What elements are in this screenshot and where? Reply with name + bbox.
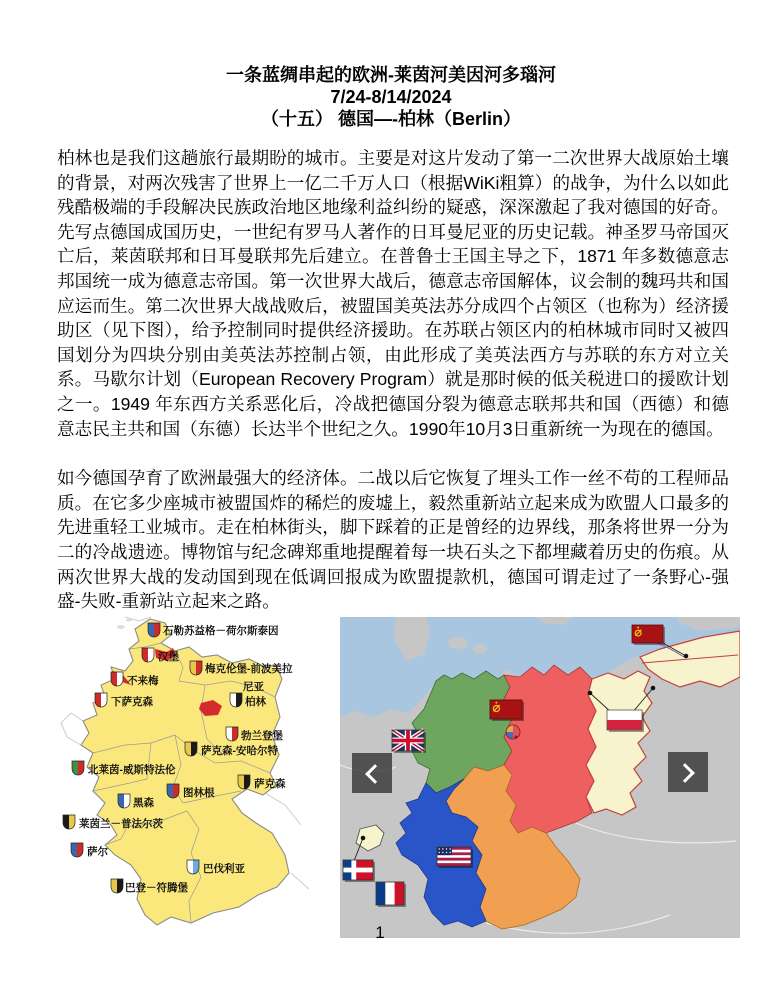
map-dot bbox=[651, 686, 656, 691]
paragraph-today: 如今德国孕育了欧洲最强大的经济体。二战以后它恢复了埋头工作一丝不苟的工程师品质。在它多少座城市被盟国炸的稀烂的废墟上，毅然重新站立起来成为欧盟人口最多的先进重轻工业城市。走在柏林街头，脚下踩着的正是曾经的边界线，那条将世界一分为二的冷战遗迹。博物馆与纪念碑郑重地提醒着每一块石头之下都埋藏着历史的伤痕。从两次世界大战的发动国到现在低调回报成为欧盟提款机，德国可谓走过了一条野心-强盛-失败-重新站立起来之路。 bbox=[57, 468, 729, 612]
state-label-berlin: 柏林 bbox=[245, 696, 266, 708]
state-label-hesse: 黑森 bbox=[133, 797, 154, 809]
island bbox=[126, 618, 132, 621]
poland-flag bbox=[607, 710, 644, 732]
state-label-schleswig-holstein: 石勒苏益格－荷尔斯泰因 bbox=[163, 625, 279, 637]
state-label-north-rhine-westphalia: 北莱茵-威斯特法伦 bbox=[88, 764, 176, 776]
page-number: 1 bbox=[375, 923, 385, 942]
state-label-saarland: 萨尔 bbox=[87, 846, 108, 858]
germany-states-map bbox=[55, 615, 340, 940]
usa-flag bbox=[437, 847, 473, 868]
state-label-mecklenburg-vorpommern-line2: 尼亚 bbox=[243, 681, 264, 693]
state-label-baden-wurttemberg: 巴登－符腾堡 bbox=[125, 882, 188, 894]
saar-flag bbox=[343, 860, 375, 882]
state-label-brandenburg: 勃兰登堡 bbox=[241, 730, 283, 742]
state-label-bavaria: 巴伐利亚 bbox=[203, 863, 245, 875]
document-header bbox=[0, 64, 782, 130]
state-crest-rhineland-palatinate bbox=[63, 815, 75, 829]
state-crest-mecklenburg-vorpommern bbox=[190, 661, 202, 675]
state-crest-brandenburg bbox=[226, 727, 238, 741]
state-label-rhineland-palatinate: 莱茵兰－普法尔茨 bbox=[79, 818, 163, 830]
state-crest-schleswig-holstein bbox=[148, 623, 160, 637]
state-label-saxony: 萨克森 bbox=[254, 778, 286, 790]
france-flag bbox=[376, 882, 406, 907]
state-crest-baden-wurttemberg bbox=[111, 879, 123, 893]
document-subtitle: （十五） 德国—-柏林（Berlin） bbox=[260, 109, 521, 129]
state-crest-bremen bbox=[111, 672, 123, 686]
uk-flag bbox=[392, 730, 426, 753]
danish-island bbox=[473, 644, 487, 654]
danish-island bbox=[448, 637, 468, 649]
state-crest-north-rhine-westphalia bbox=[72, 761, 84, 775]
state-label-hamburg: 汉堡 bbox=[158, 651, 179, 663]
state-crest-saarland bbox=[71, 843, 83, 857]
soviet-zone bbox=[502, 665, 596, 833]
chevron-right-icon bbox=[675, 763, 695, 783]
state-label-thuringia: 图林根 bbox=[183, 787, 215, 799]
state-label-mecklenburg-vorpommern: 梅克伦堡-前波美拉 bbox=[205, 663, 293, 675]
state-crest-saxony bbox=[238, 775, 250, 789]
document-title: 一条蓝绸串起的欧洲-莱茵河美因河多瑙河 bbox=[226, 65, 556, 85]
article-body bbox=[57, 146, 729, 639]
document-date-range: 7/24-8/14/2024 bbox=[330, 87, 452, 107]
island bbox=[117, 625, 125, 629]
state-crest-hesse bbox=[118, 794, 130, 808]
state-crest-hamburg bbox=[142, 648, 154, 662]
state-label-lower-saxony: 下萨克森 bbox=[111, 696, 153, 708]
germany-states-map-svg bbox=[55, 615, 340, 940]
state-label-saxony-anhalt: 萨克森-安哈尔特 bbox=[201, 745, 278, 757]
state-crest-bavaria bbox=[187, 860, 199, 874]
state-crest-berlin bbox=[230, 693, 242, 707]
carousel-next-button[interactable] bbox=[668, 752, 708, 792]
paragraph-history: 柏林也是我们这趟旅行最期盼的城市。主要是对这片发动了第一二次世界大战原始土壤的背景，对两次残害了世界上一亿二千万人口（根据WiKi粗算）的战争，为什么以如此残酷极端的手段解决民族政治地区地缘利益纠纷的疑惑，深深激起了我对德国的好奇。先写点德国成国历史，一世纪有罗马人著作的日耳曼尼亚的历史记载。神圣罗马帝国灭亡后，莱茵联邦和日耳曼联邦先后建立。在普鲁士王国主导之下，1871 年多数德意志邦国统一成为德意志帝国。第一次世界大战后，德意志帝国解体，议会制的魏玛共和国应运而生。第二次世界大战战败后，被盟国美英法苏分成四个占领区（也称为）经济援助区（见下图），给予控制同时提供经济援助。在苏联占领区内的柏林城市同时又被四国划分为四块分别由美英法苏控制占领，由此形成了美英法西方与苏联的东方对立关系。马歇尔计划（European Recovery Program）就是那时候的低关税进口的援欧计划之一。1949 年东西方关系恶化后，冷战把德国分裂为德意志联邦共和国（西德）和德意志民主共和国（东德）长达半个世纪之久。1990年10月3日重新统一为现在的德国。 bbox=[57, 148, 729, 439]
austria-outline bbox=[291, 873, 309, 889]
map-dot bbox=[684, 654, 689, 659]
ussr-flag bbox=[632, 625, 665, 645]
state-crest-thuringia bbox=[167, 784, 179, 798]
berlin-sectors bbox=[506, 725, 520, 739]
ussr-flag bbox=[490, 700, 524, 721]
netherlands-outline bbox=[61, 713, 83, 745]
occupation-zones-map bbox=[340, 617, 740, 938]
map-dot bbox=[361, 836, 366, 841]
state-crest-lower-saxony bbox=[95, 693, 107, 707]
czech-outline bbox=[265, 793, 301, 825]
carousel-prev-button[interactable] bbox=[352, 753, 392, 793]
state-crest-saxony-anhalt bbox=[185, 742, 197, 756]
chevron-left-icon bbox=[365, 764, 385, 784]
state-label-bremen: 不来梅 bbox=[127, 675, 159, 687]
map-dot bbox=[588, 691, 593, 696]
